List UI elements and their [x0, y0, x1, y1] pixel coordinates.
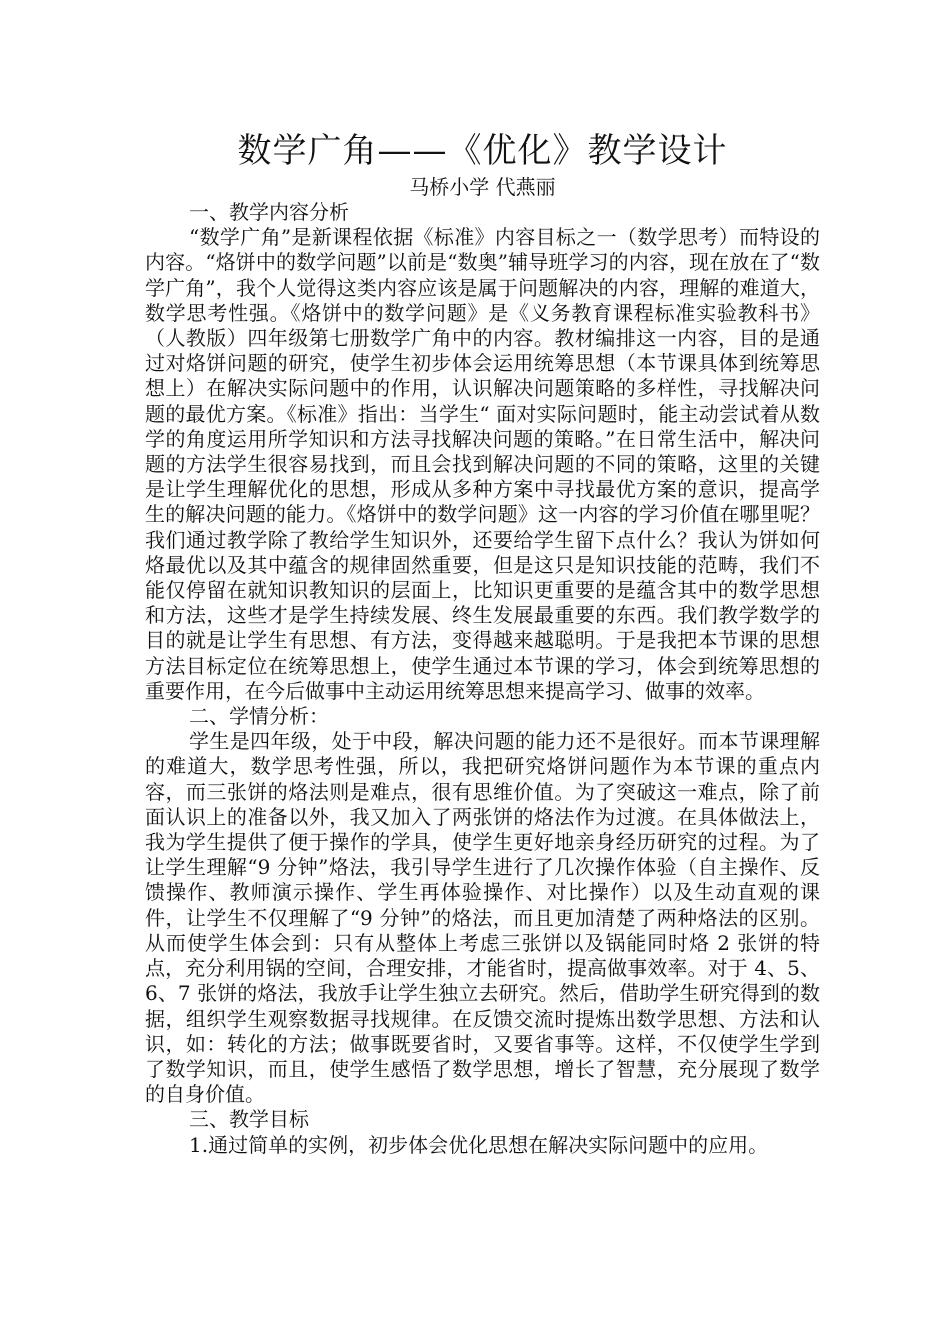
- section-heading-content-analysis: 一、教学内容分析: [189, 200, 349, 224]
- paragraph-student-analysis: 学生是四年级，处于中段，解决问题的能力还不是很好。而本节课理解的难道大，数学思考性强，所以，我把研究烙饼问题作为本节课的重点内容，而三张饼的烙法则是难点，很有思维价值。为了突破这一难点，除了前面认识上的准备以外，我又加入了两张饼的烙法作为过渡。在具体做法上，我为学生提供了便于操作的学具，使学生更好地亲身经历研究的过程。为了让学生理解“9 分钟”烙法，我引导学生进行了几次操作体验（自主操作、反馈操作、教师演示操作、学生再体验操作、对比操作）以及生动直观的课件，让学生不仅理解了“9 分钟”的烙法，而且更加清楚了两种烙法的区别。从而使学生体会到：只有从整体上考虑三张饼以及锅能同时烙 2 张饼的特点，充分利用锅的空间，合理安排，才能省时，提高做事效率。对于 4、5、6、7 张饼的烙法，我放手让学生独立去研究。然后，借助学生研究得到的数据，组织学生观察数据寻找规律。在反馈交流时提炼出数学思想、方法和认识，如：转化的方法；做事既要省时，又要省事等。这样，不仅使学生学到了数学知识，而且，使学生感悟了数学思想，增长了智慧，充分展现了数学的自身价值。: [145, 729, 820, 1107]
- document-title: 数学广角——《优化》教学设计: [237, 131, 728, 171]
- document-author: 马桥小学 代燕丽: [409, 175, 556, 199]
- section-heading-student-analysis: 二、学情分析：: [189, 704, 329, 729]
- document-body: [145, 128, 820, 1158]
- paragraph-content-analysis: “数学广角”是新课程依据《标准》内容目标之一（数学思考）而特设的内容。“烙饼中的数学问题”以前是“数奥”辅导班学习的内容，现在放在了“数学广角”，我个人觉得这类内容应该是属于问题解决的内容，理解的难道大，数学思考性强。《烙饼中的数学问题》是《义务教育课程标准实验教科书》（人教版）四年级第七册数学广角中的内容。教材编排这一内容，目的是通过对烙饼问题的研究，使学生初步体会运用统筹思想（本节课具体到统筹思想上）在解决实际问题中的作用，认识解决问题策略的多样性，寻找解决问题的最优方案。《标准》指出：当学生“ 面对实际问题时，能主动尝试着从数学的角度运用所学知识和方法寻找解决问题的策略。”在日常生活中，解决问题的方法学生很容易找到，而且会找到解决问题的不同的策略，这里的关键是让学生理解优化的思想，形成从多种方案中寻找最优方案的意识，提高学生的解决问题的能力。《烙饼中的数学问题》这一内容的学习价值在哪里呢？我们通过教学除了教给学生知识外，还要给学生留下点什么？我认为饼如何烙最优以及其中蕴含的规律固然重要，但是这只是知识技能的范畴，我们不能仅停留在就知识教知识的层面上，比知识更重要的是蕴含其中的数学思想和方法，这些才是学生持续发展、终生发展最重要的东西。我们教学数学的目的就是让学生有思想、有方法，变得越来越聪明。于是我把本节课的思想方法目标定位在统筹思想上，使学生通过本节课的学习，体会到统筹思想的重要作用，在今后做事中主动运用统筹思想来提高学习、做事的效率。: [145, 225, 820, 703]
- section-heading-teaching-goals: 三、教学目标: [189, 1107, 309, 1132]
- teaching-goal-item-1: 1.通过简单的实例，初步体会优化思想在解决实际问题中的应用。: [189, 1132, 769, 1157]
